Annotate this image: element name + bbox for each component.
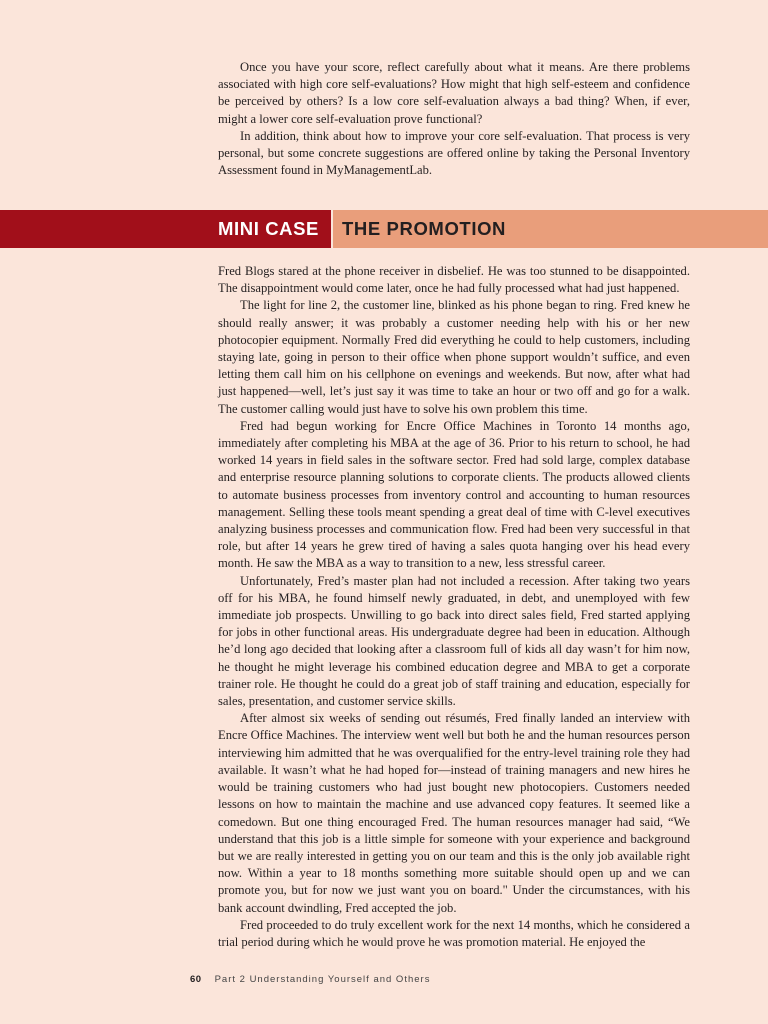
story-paragraph: After almost six weeks of sending out résumés, Fred finally landed an interview with Encre Office Machines. The interview went well but both he and the human resources person interviewing him admitted that he was overqualified for the entry-level training role they had available. It wasn’t what he had hoped for—instead of training managers and new hires he would be training customers who had just bought new photocopiers. Customers needed lessons on how to maintain the machine and use advanced copy features. It seemed like a comedown. But one thing encouraged Fred. The human resources manager had said, “We understand that this job is a little simple for someone with your experience and background but we are really interested in getting you on our team and this is the only job available right now. Within a year to 18 months something more suitable should open up and we can promote you, but for now we just want you on board." Under the circumstances, with his bank account dwindling, Fred accepted the job.	[218, 711, 690, 915]
story-paragraph: The light for line 2, the customer line, blinked as his phone began to ring. Fred knew he should really answer; it was probably a customer needing help with his or her new photocopier equipment. Normally Fred did everything he could to help customers, including staying late, going in person to their office when phone support wouldn’t suffice, and even letting them call him on his cellphone on evenings and weekends. But now, after what had just happened—well, let’s just say it was time to take an hour or two off and go for a walk. The customer calling would just have to solve his own problem this time.	[218, 298, 690, 416]
mini-case-banner	[0, 210, 768, 248]
running-head: Part 2 Understanding Yourself and Others	[214, 974, 431, 985]
page-footer	[190, 974, 430, 985]
story-paragraph: Fred Blogs stared at the phone receiver in disbelief. He was too stunned to be disappointed. The disappointment would come later, once he had fully processed what had just happened.	[218, 264, 690, 296]
mini-case-label: MINI CASE	[218, 218, 319, 239]
story-paragraph: Unfortunately, Fred’s master plan had not included a recession. After taking two years off for his MBA, he found himself newly graduated, in debt, and unemployed with few immediate job prospects. Unwilling to go back into direct sales field, Fred started applying for jobs in other functional areas. His undergraduate degree had been in education. Although he’d long ago decided that looking after a classroom full of kids all day wasn’t for him now, he thought he might leverage his combined education degree and MBA to get a corporate trainer role. He thought he could do a great job of staff training and education, especially for sales, presentation, and customer service skills.	[218, 573, 690, 709]
case-story	[218, 263, 690, 951]
story-paragraph: Fred had begun working for Encre Office Machines in Toronto 14 months ago, immediately after completing his MBA at the age of 36. Prior to his return to school, he had worked 14 years in field sales in the software sector. Fred had sold large, complex database and enterprise resource planning solutions to corporate clients. The products allowed clients to automate business processes from inventory control and accounting to human resources management. Selling these tools meant spending a great deal of time with C-level executives analyzing business processes and communication flow. Fred had been very successful in that role, but after 14 years he grew tired of having a sales quota hanging over his head every month. He saw the MBA as a way to transition to a new, less stressful career.	[218, 418, 690, 571]
intro-section	[218, 59, 690, 179]
case-title: THE PROMOTION	[342, 218, 507, 239]
intro-paragraph: In addition, think about how to improve your core self-evaluation. That process is very personal, but some concrete suggestions are offered online by taking the Personal Inventory Assessment found in MyManagementLab.	[218, 128, 690, 178]
page-number: 60	[190, 974, 202, 985]
story-paragraph: Fred proceeded to do truly excellent work for the next 14 months, which he considered a trial period during which he would prove he was promotion material. He enjoyed the	[218, 917, 690, 949]
intro-paragraph: Once you have your score, reflect carefully about what it means. Are there problems associated with high core self-evaluations? How might that high self-esteem and confidence be perceived by others? Is a low core self-evaluation always a bad thing? When, if ever, might a lower core self-evaluation prove functional?	[218, 60, 690, 126]
